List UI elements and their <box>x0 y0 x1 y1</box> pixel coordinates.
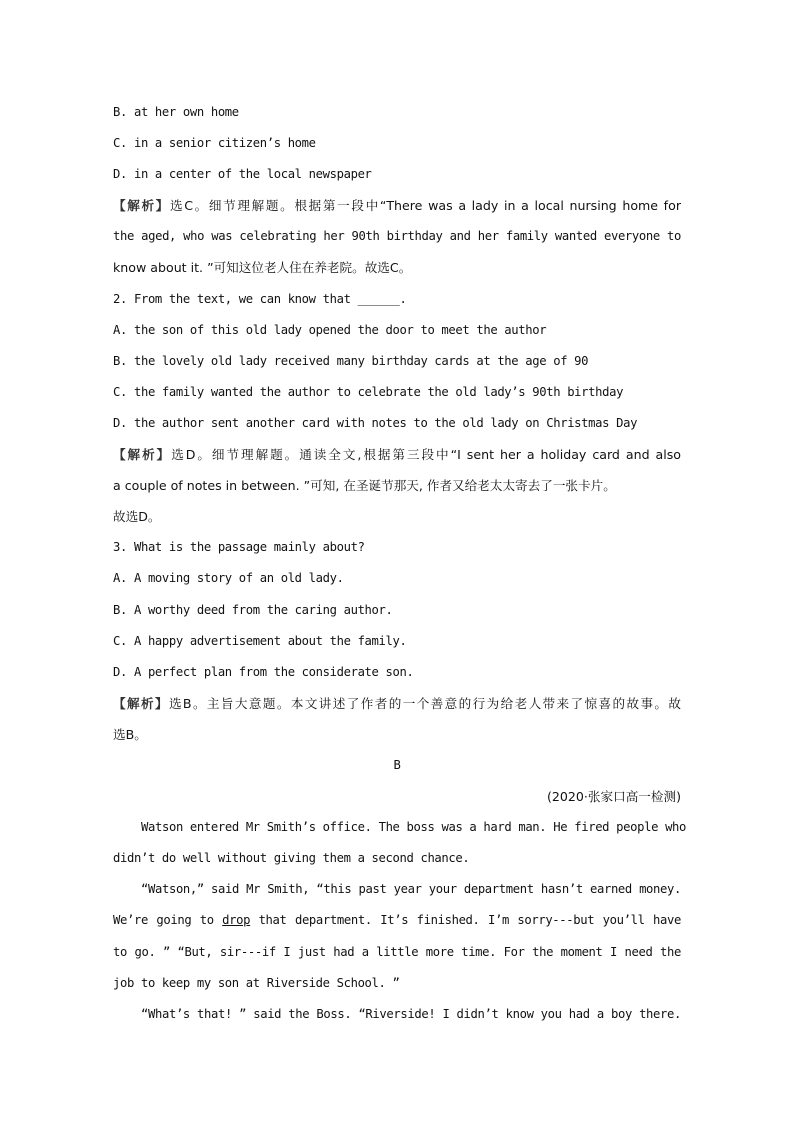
q2-analysis-line-3: 故选D。 <box>113 509 161 525</box>
q2-option-a: A. the son of this old lady opened the door to meet the author <box>113 322 547 337</box>
passage-p2-line-4: job to keep my son at Riverside School. ” <box>113 975 400 990</box>
passage-p1-line-2: didn’t do well without giving them a second chance. <box>113 851 470 866</box>
q3-option-c: C. A happy advertisement about the family. <box>113 633 407 648</box>
q2-option-b: B. the lovely old lady received many birthday cards at the age of 90 <box>113 353 589 368</box>
q1-option-b: B. at her own home <box>113 105 239 119</box>
passage-p3-line-1: “What’s that! ” said the Boss. “Riverside! I didn’t know you had a boy there. <box>141 1006 681 1021</box>
q3-stem: 3. What is the passage mainly about? <box>113 540 365 555</box>
section-letter: B <box>393 757 401 772</box>
q1-analysis-line-3: know about it. ”可知这位老人住在养老院。故选C。 <box>113 260 412 276</box>
q1-option-d: D. in a center of the local newspaper <box>113 167 372 182</box>
q1-analysis-line-1: 【解析】选C。细节理解题。根据第一段中“There was a lady in a local nursing home for <box>113 198 682 214</box>
q2-analysis-line-2: a couple of notes in between. ”可知, 在圣诞节那天, 作者又给老太太寄去了一张卡片。 <box>113 478 616 494</box>
q2-option-c: C. the family wanted the author to celebrate the old lady’s 90th birthday <box>113 384 624 399</box>
underlined-word: drop <box>222 913 251 928</box>
q3-option-b: B. A worthy deed from the caring author. <box>113 602 393 617</box>
passage-p2-line-3: to go. ” “But, sir---if I just had a little more time. For the moment I need the <box>113 944 681 959</box>
passage-p2-line-2: We’re going to drop that department. It’s finished. I’m sorry---but you’ll have <box>113 913 681 928</box>
passage-p1-line-1: Watson entered Mr Smith’s office. The boss was a hard man. He fired people who <box>141 820 687 835</box>
q3-analysis-line-2: 选B。 <box>113 726 147 742</box>
q3-analysis-line-1: 【解析】选B。主旨大意题。本文讲述了作者的一个善意的行为给老人带来了惊喜的故事。故 <box>113 695 682 711</box>
q2-stem: 2. From the text, we can know that ______. <box>113 291 407 306</box>
q3-option-d: D. A perfect plan from the considerate son. <box>113 664 414 679</box>
passage-p2-line-1: “Watson,” said Mr Smith, “this past year your department hasn’t earned money. <box>141 882 681 897</box>
q2-option-d: D. the author sent another card with notes to the old lady on Christmas Day <box>113 415 638 430</box>
q2-analysis-line-1: 【解析】选D。细节理解题。通读全文,根据第三段中“I sent her a holiday card and also <box>113 447 682 463</box>
q3-option-a: A. A moving story of an old lady. <box>113 571 344 586</box>
analysis-tag: 【解析】 <box>113 695 169 711</box>
analysis-tag: 【解析】 <box>113 447 172 463</box>
q1-option-c: C. in a senior citizen’s home <box>113 136 316 151</box>
section-source: (2020·张家口高一检测) <box>546 789 681 805</box>
q1-analysis-line-2: the aged, who was celebrating her 90th birthday and her family wanted everyone to <box>113 229 681 244</box>
document-page <box>113 97 687 1030</box>
analysis-tag: 【解析】 <box>113 198 170 214</box>
